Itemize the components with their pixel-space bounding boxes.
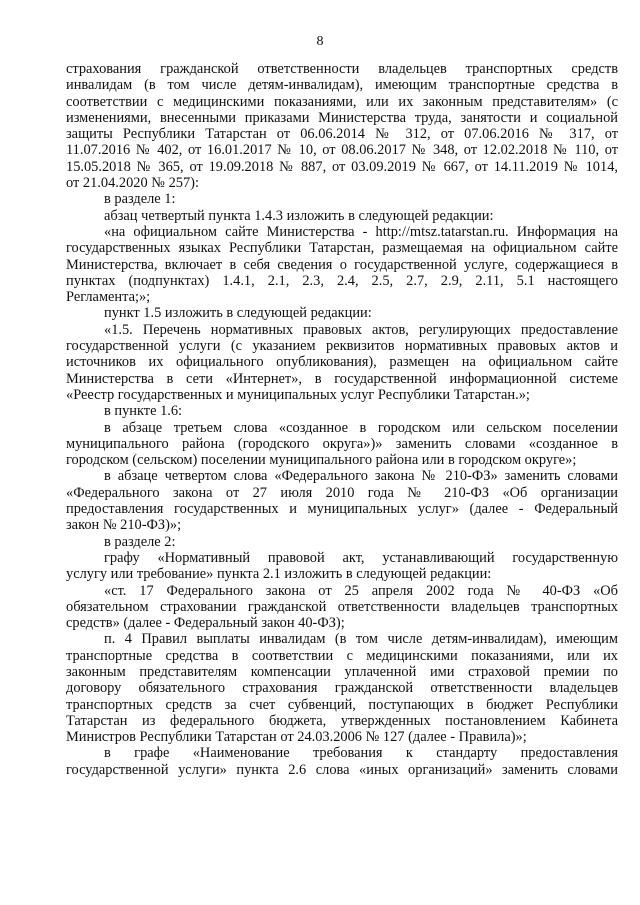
text-line: изменениями, внесенными приказами Министерства труда, занятости и социальной [66,109,618,126]
text-line: «на официальном сайте Министерства - http://mtsz.tatarstan.ru. Информация на [104,223,618,240]
text-line: Министров Республики Татарстан от 24.03.2006 № 127 (далее - Правила)»; [66,729,527,746]
text-line: 11.07.2016 № 402, от 16.01.2017 № 10, от 08.06.2017 № 348, от 12.02.2018 № 110, от [66,142,618,159]
text-line: «1.5. Перечень нормативных правовых актов, регулирующих предоставление [104,321,618,338]
text-line: п. 4 Правил выплаты инвалидам (в том числе детям-инвалидам), имеющим [104,631,618,648]
text-line: обязательном страховании гражданской ответственности владельцев транспортных [66,598,618,615]
text-line: транспортных средств за счет субвенций, поступающих в бюджет Республики [66,696,618,713]
text-line: 15.05.2018 № 365, от 19.09.2018 № 887, от 03.09.2019 № 667, от 14.11.2019 № 1014, [66,158,618,175]
text-line: муниципального района (городского округа»)» заменить словами «созданное в [66,435,618,452]
text-line: в абзаце четвертом слова «Федерального закона № 210-ФЗ» заменить словами [104,468,618,485]
text-line: городском (сельском) поселении муниципального района или в городском округе»; [66,452,577,469]
text-line: Регламента;»; [66,289,151,306]
text-line: графу «Нормативный правовой акт, устанавливающий государственную [104,549,618,566]
text-line: соответствии с медицинскими показаниями, или их законным представителям» (с [66,93,618,110]
text-line: «ст. 17 Федерального закона от 25 апреля 2002 года № 40-ФЗ «Об [104,582,618,599]
document-body [66,61,618,778]
text-line: Татарстан из федерального бюджета, утвержденных постановлением Кабинета [66,712,618,729]
text-line: государственной услуги» пункта 2.6 слова «иных организаций» заменить словами [66,761,618,778]
text-line: средств» (далее - Федеральный закон 40-ФЗ); [66,615,345,632]
text-line: пункт 1.5 изложить в следующей редакции: [104,305,372,322]
text-line: абзац четвертый пункта 1.4.3 изложить в следующей редакции: [104,207,494,224]
text-line: в разделе 1: [104,191,176,208]
text-line: защиты Республики Татарстан от 06.06.2014 № 312, от 07.06.2016 № 317, от [66,126,618,143]
text-line: в разделе 2: [104,533,176,550]
text-line: предоставления государственных и муниципальных услуг» (далее - Федеральный [66,501,618,518]
text-line: закон № 210-ФЗ)»; [66,517,182,534]
page-number: 8 [316,34,324,49]
text-line: договору обязательного страхования гражданской ответственности владельцев [66,680,618,697]
text-line: транспортные средства в соответствии с медицинскими показаниями, или их [66,647,618,664]
text-line: Министерства, включает в себя сведения о государственной услуге, содержащиеся в [66,256,618,273]
text-line: инвалидам (в том числе детям-инвалидам), имеющим транспортные средства в [66,77,618,94]
text-line: в пункте 1.6: [104,403,183,420]
text-line: пунктах (подпунктах) 1.4.1, 2.1, 2.3, 2.4, 2.5, 2.7, 2.9, 2.11, 5.1 настоящего [66,272,618,289]
text-line: Министерства в сети «Интернет», в государственной информационной системе [66,370,618,387]
text-line: «Федерального закона от 27 июля 2010 года № 210-ФЗ «Об организации [66,484,618,501]
text-line: источников их официального опубликования), размещен на официальном сайте [66,354,618,371]
text-line: от 21.04.2020 № 257): [66,175,199,192]
text-line: «Реестр государственных и муниципальных услуг Республики Татарстан.»; [66,386,530,403]
text-line: услугу или требование» пункта 2.1 изложить в следующей редакции: [66,566,492,583]
text-line: страхования гражданской ответственности владельцев транспортных средств [66,61,618,77]
text-line: государственных языках Республики Татарстан, размещаемая на официальном сайте [66,240,618,257]
text-line: в абзаце третьем слова «созданное в городском или сельском поселении [104,419,618,436]
text-line: в графе «Наименование требования к стандарту предоставления [104,745,618,762]
text-line: государственной услуги (с указанием реквизитов нормативных правовых актов и [66,338,618,355]
text-line: законным представителям компенсации уплаченной ими страховой премии по [66,663,618,680]
